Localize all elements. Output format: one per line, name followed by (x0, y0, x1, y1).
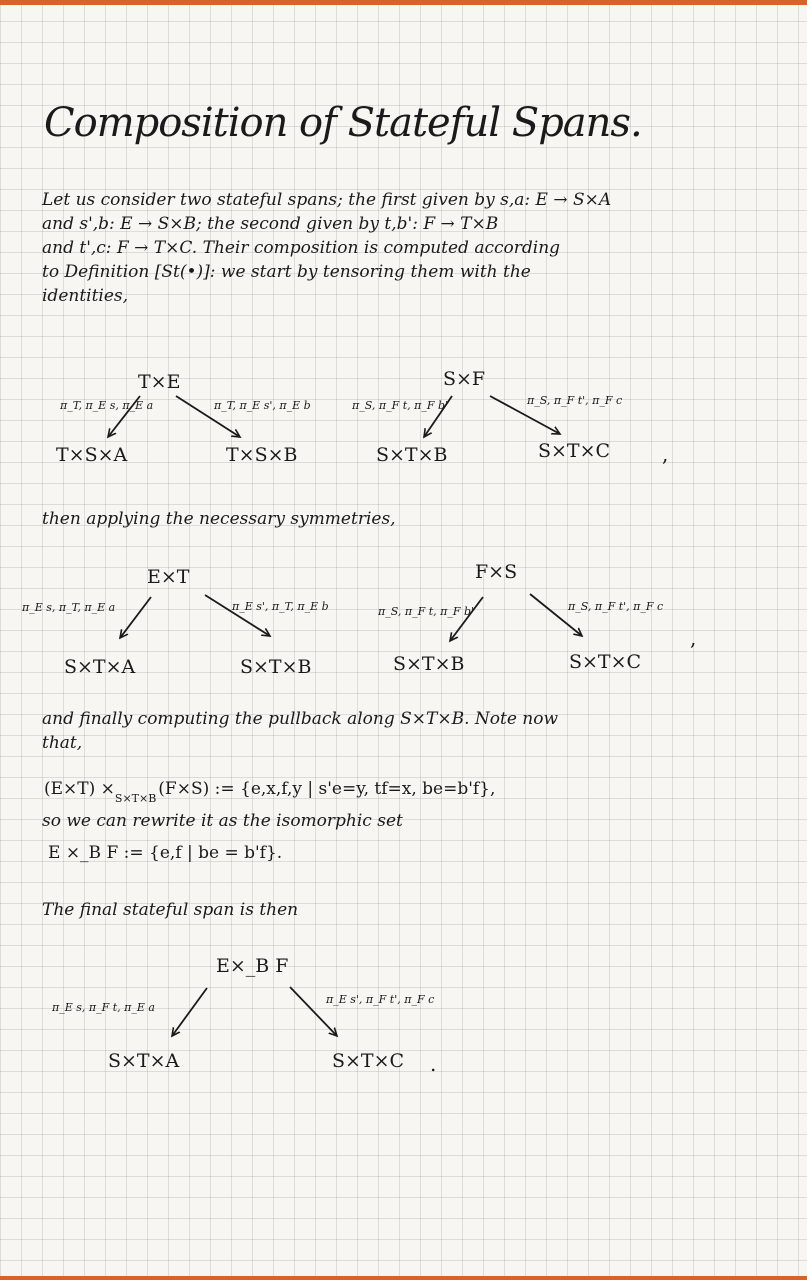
d2-right-right-target: S×T×C (569, 651, 642, 673)
intro-line-1: Let us consider two stateful spans; the first given by s,a: E → S×A (42, 190, 612, 210)
d2-left-right-label: π_E s', π_T, π_E b (232, 600, 329, 613)
step3-line-2: that, (42, 733, 83, 753)
d2-left-right-target: S×T×B (240, 656, 312, 678)
d2-right-left-target: S×T×B (393, 653, 465, 675)
d3-arrow-left (172, 988, 207, 1036)
d2-right-right-label: π_S, π_F t', π_F c (568, 600, 664, 613)
d2-left-apex: E×T (147, 566, 190, 588)
d1-left-left-label: π_T, π_E s, π_E a (60, 399, 154, 412)
d3-apex: E×_B F (216, 955, 289, 977)
d3-trailing-period: . (430, 1052, 437, 1076)
d2-left-arrow-left (120, 597, 151, 638)
d1-right-right-label: π_S, π_F t', π_F c (527, 394, 623, 407)
intro-line-4: to Definition [St(•)]: we start by tensoring them with the (42, 262, 531, 282)
d1-left-right-label: π_T, π_E s', π_E b (214, 399, 311, 412)
iso-set-formula: E ×_B F := {e,f | be = b'f}. (48, 843, 283, 863)
d3-left-label: π_E s, π_F t, π_E a (52, 1001, 155, 1014)
d1-left-apex: T×E (138, 371, 181, 393)
d1-left-left-target: T×S×A (56, 444, 128, 466)
d2-right-arrow-left (450, 597, 483, 641)
intro-line-3: and t',c: F → T×C. Their composition is computed according (42, 238, 561, 258)
d2-left-left-label: π_E s, π_T, π_E a (22, 601, 116, 614)
pullback-formula (44, 777, 495, 803)
step3-paragraph (42, 707, 558, 755)
d2-right-left-label: π_S, π_F t, π_F b' (378, 605, 475, 618)
d3-right-label: π_E s', π_F t', π_F c (326, 993, 435, 1006)
intro-line-5: identities, (42, 286, 129, 306)
step3-line-4: so we can rewrite it as the isomorphic set (42, 811, 403, 831)
step4-text: The final stateful span is then (42, 900, 299, 920)
step3-line-1: and finally computing the pullback along S×T×B. Note now (42, 709, 559, 729)
d1-right-left-label: π_S, π_F t, π_F b' (352, 399, 449, 412)
d1-right-left-target: S×T×B (376, 444, 448, 466)
d3-right-target: S×T×C (332, 1050, 405, 1072)
page-bottom-edge (0, 1276, 807, 1280)
d1-left-right-target: T×S×B (226, 444, 298, 466)
d1-trailing-comma: , (662, 442, 669, 466)
d2-right-apex: F×S (475, 561, 518, 583)
d3-left-target: S×T×A (108, 1050, 180, 1072)
d1-right-apex: S×F (443, 368, 486, 390)
page-title: Composition of Stateful Spans. (44, 100, 642, 146)
pullback-lhs: (E×T) × (44, 779, 115, 799)
step2-text: then applying the necessary symmetries, (42, 509, 396, 529)
d2-left-left-target: S×T×A (64, 656, 136, 678)
intro-line-2: and s',b: E → S×B; the second given by t,b': F → T×B (42, 214, 499, 234)
pullback-rhs: (F×S) := {e,x,f,y | s'e=y, tf=x, be=b'f}, (158, 779, 496, 799)
d1-right-right-target: S×T×C (538, 440, 611, 462)
d2-trailing-comma: , (690, 626, 697, 650)
pullback-subscript: S×T×B (114, 792, 157, 805)
